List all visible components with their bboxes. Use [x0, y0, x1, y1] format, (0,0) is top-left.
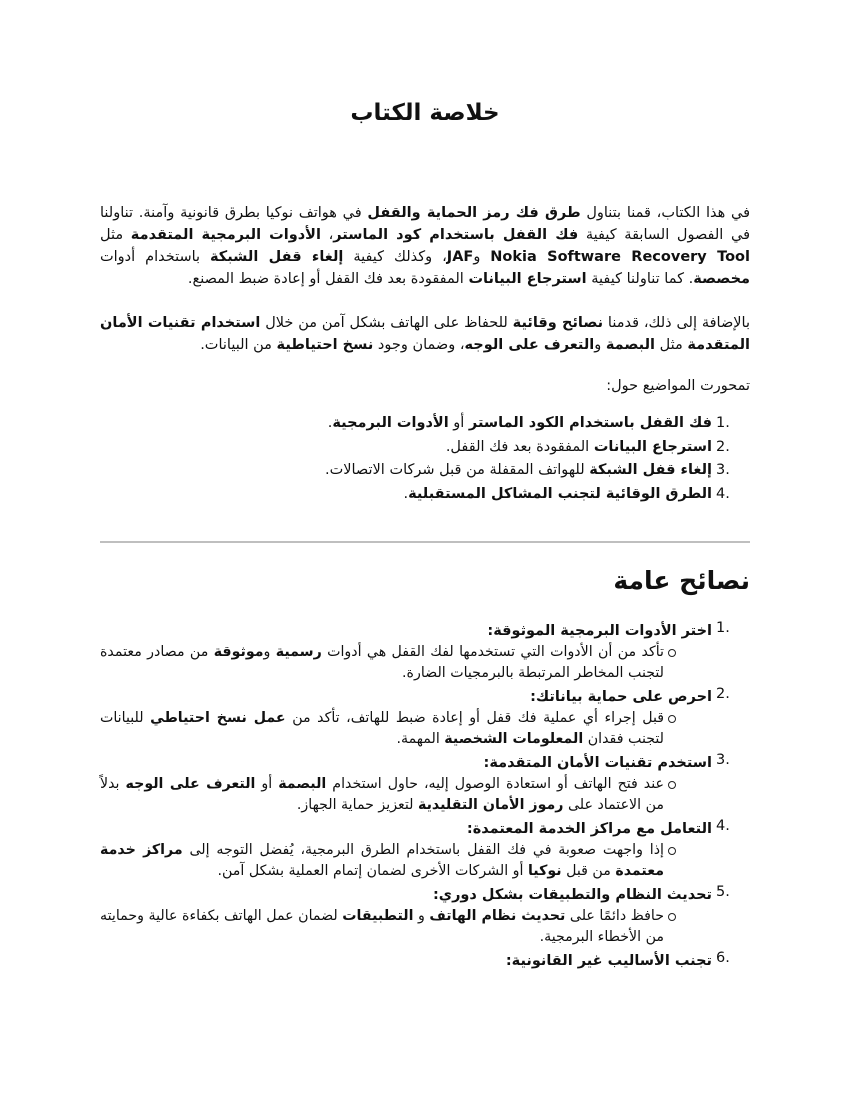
topic-text: فك القفل باستخدام الكود الماستر أو الأدوات البرمجية.	[327, 415, 712, 431]
circle-bullet-icon	[668, 649, 676, 657]
list-number: 1.	[716, 620, 730, 636]
tip-heading: التعامل مع مراكز الخدمة المعتمدة:	[466, 821, 712, 837]
tip-text: تأكد من أن الأدوات التي تستخدمها لفك القفل هي أدوات رسمية وموثوقة من مصادر معتمدة لتجنب المخاطر المرتبطة بالبرمجيات الضارة.	[100, 644, 664, 681]
topic-item	[100, 459, 750, 483]
tip-heading: اختر الأدوات البرمجية الموثوقة:	[487, 623, 712, 639]
topic-item	[100, 412, 750, 436]
section-heading: نصائح عامة	[613, 566, 750, 595]
tip-heading: تجنب الأساليب غير القانونية:	[505, 953, 712, 969]
tips-list	[100, 620, 750, 974]
topic-text: استرجاع البيانات المفقودة بعد فك القفل.	[445, 438, 712, 455]
intro-paragraph-2: بالإضافة إلى ذلك، قدمنا نصائح وقائية للحفاظ على الهاتف بشكل آمن من خلال استخدام تقنيات الأمان المتقدمة مثل البصمة والتعرف على الوجه، وضمان وجود نسخ احتياطية من البيانات.	[100, 315, 750, 353]
list-number: 3.	[716, 462, 730, 478]
tip-item	[100, 620, 750, 684]
topic-item	[100, 483, 750, 507]
tip-text: عند فتح الهاتف أو استعادة الوصول إليه، حاول استخدام البصمة أو التعرف على الوجه بدلاً من الاعتماد على رموز الأمان التقليدية لتعزيز حماية الجهاز.	[100, 776, 664, 813]
list-number: 2.	[716, 438, 730, 455]
tip-heading: استخدم تقنيات الأمان المتقدمة:	[483, 755, 712, 771]
intro-paragraph-1: في هذا الكتاب، قمنا بتناول طرق فك رمز الحماية والقفل في هواتف نوكيا بطرق قانونية وآمنة. تناولنا في الفصول السابقة كيفية فك القفل باستخدام كود الماستر، الأدوات البرمجية المتقدمة مثل Nokia Software Recovery Tool وJAF، وكذلك كيفية إلغاء قفل الشبكة باستخدام أدوات مخصصة. كما تناولنا كيفية استرجاع البيانات المفقودة بعد فك القفل أو إعادة ضبط المصنع.	[100, 205, 751, 287]
topic-text: الطرق الوقائية لتجنب المشاكل المستقبلية.	[403, 485, 712, 502]
list-number: 2.	[716, 686, 730, 702]
list-number: 4.	[716, 485, 730, 502]
list-number: 1.	[716, 415, 730, 431]
list-number: 4.	[716, 818, 730, 834]
topics-intro: تمحورت المواضيع حول:	[606, 378, 750, 394]
circle-bullet-icon	[668, 781, 676, 789]
tip-body	[100, 840, 712, 882]
list-number: 5.	[716, 884, 730, 900]
tip-text: قبل إجراء أي عملية فك قفل أو إعادة ضبط للهاتف، تأكد من عمل نسخ احتياطي للبيانات لتجنب فقدان المعلومات الشخصية المهمة.	[100, 710, 665, 747]
circle-bullet-icon	[668, 715, 676, 723]
section-divider	[100, 541, 750, 543]
tip-body	[100, 708, 712, 750]
tip-body	[100, 906, 712, 948]
list-number: 6.	[716, 950, 730, 966]
tip-item	[100, 752, 750, 816]
list-number: 3.	[716, 752, 730, 768]
tip-item	[100, 884, 750, 948]
tip-item	[100, 686, 750, 750]
topics-list	[100, 412, 750, 506]
tip-item	[100, 818, 750, 882]
tip-text: إذا واجهت صعوبة في فك القفل باستخدام الطرق البرمجية، يُفضل التوجه إلى مراكز خدمة معتمدة من قبل نوكيا أو الشركات الأخرى لضمان إتمام العملية بشكل آمن.	[100, 842, 664, 879]
topic-item	[100, 436, 750, 460]
tip-item	[100, 950, 750, 972]
tip-heading: تحديث النظام والتطبيقات بشكل دوري:	[432, 887, 712, 903]
tip-body	[100, 642, 712, 684]
page-title: خلاصة الكتاب	[350, 100, 500, 126]
circle-bullet-icon	[668, 913, 676, 921]
tip-body	[100, 774, 712, 816]
tip-heading: احرص على حماية بياناتك:	[530, 689, 712, 705]
tip-text: حافظ دائمًا على تحديث نظام الهاتف و التطبيقات لضمان عمل الهاتف بكفاءة عالية وحمايته من الأخطاء البرمجية.	[100, 908, 665, 945]
topic-text: إلغاء قفل الشبكة للهواتف المقفلة من قبل شركات الاتصالات.	[324, 462, 712, 478]
circle-bullet-icon	[668, 847, 676, 855]
